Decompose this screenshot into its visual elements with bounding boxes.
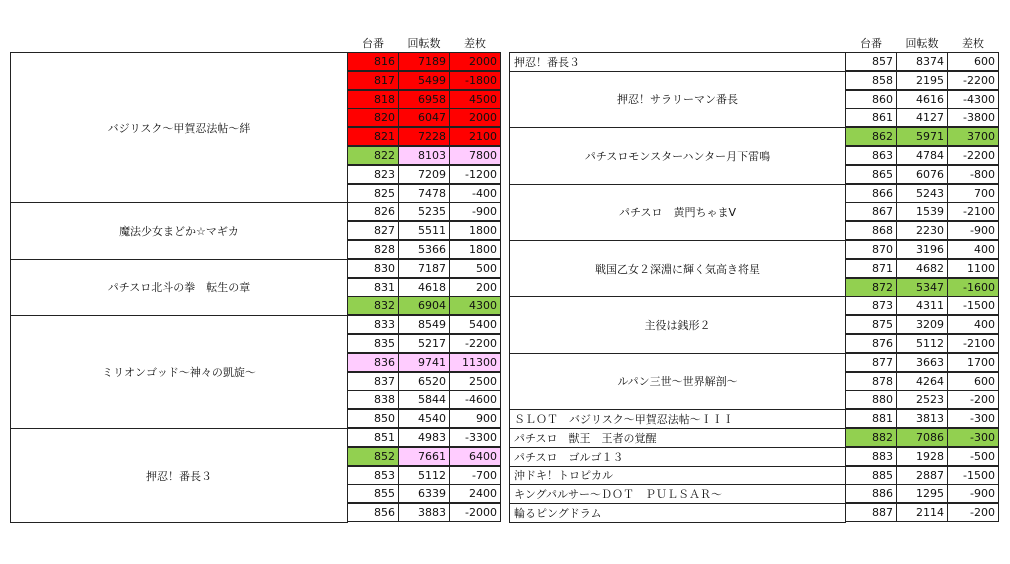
right-machine-name: キングパルサー～ＤＯＴ ＰＵＬＳＡＲ～ bbox=[509, 484, 846, 504]
right-machine-no-cell: 883 bbox=[845, 447, 897, 466]
right-machine-no-cell: 878 bbox=[845, 372, 897, 391]
right-machine-name: 沖ドキ！トロピカル bbox=[509, 466, 846, 486]
left-machine-no-cell: 837 bbox=[347, 372, 399, 391]
left-machine-no-cell: 817 bbox=[347, 71, 399, 90]
right-machine-no-cell: 873 bbox=[845, 296, 897, 315]
right-machine-name: 主役は銭形２ bbox=[509, 296, 846, 353]
right-diff-cell: -500 bbox=[947, 447, 999, 466]
right-spins-cell: 3209 bbox=[896, 315, 948, 334]
right-machine-no-cell: 882 bbox=[845, 428, 897, 447]
right-spins-cell: 4311 bbox=[896, 296, 948, 315]
left-spins-cell: 4983 bbox=[398, 428, 450, 447]
right-machine-no-cell: 875 bbox=[845, 315, 897, 334]
left-diff-cell: 2400 bbox=[449, 484, 501, 503]
left-diff-cell: 500 bbox=[449, 259, 501, 278]
right-spins-cell: 1295 bbox=[896, 484, 948, 503]
right-spins-cell: 3813 bbox=[896, 409, 948, 428]
right-machine-name: ＳＬＯＴ バジリスク～甲賀忍法帖～ＩＩＩ bbox=[509, 409, 846, 429]
right-spins-cell: 4264 bbox=[896, 372, 948, 391]
right-spins-cell: 2887 bbox=[896, 466, 948, 485]
right-spins-cell: 7086 bbox=[896, 428, 948, 447]
left-spins-cell: 6958 bbox=[398, 90, 450, 109]
left-spins-cell: 6047 bbox=[398, 108, 450, 127]
right-machine-name: パチスロ ゴルゴ１３ bbox=[509, 447, 846, 467]
right-diff-cell: -1500 bbox=[947, 466, 999, 485]
right-diff-cell: 1700 bbox=[947, 353, 999, 372]
right-diff-cell: 400 bbox=[947, 240, 999, 259]
left-diff-cell: 7800 bbox=[449, 146, 501, 165]
right-diff-cell: -3800 bbox=[947, 108, 999, 127]
left-diff-cell: 4300 bbox=[449, 296, 501, 315]
left-diff-cell: -1800 bbox=[449, 71, 501, 90]
left-spins-cell: 7228 bbox=[398, 127, 450, 146]
right-machine-no-cell: 867 bbox=[845, 202, 897, 221]
left-diff-cell: 900 bbox=[449, 409, 501, 428]
right-machine-no-cell: 866 bbox=[845, 184, 897, 203]
left-diff-cell: -3300 bbox=[449, 428, 501, 447]
left-diff-cell: 2000 bbox=[449, 108, 501, 127]
right-diff-cell: -800 bbox=[947, 165, 999, 184]
right-spins-cell: 4616 bbox=[896, 90, 948, 109]
right-machine-no-cell: 885 bbox=[845, 466, 897, 485]
left-diff-cell: -400 bbox=[449, 184, 501, 203]
right-spins-cell: 5971 bbox=[896, 127, 948, 146]
right-machine-name: パチスロ 獣王 王者の覚醒 bbox=[509, 428, 846, 448]
left-spins-cell: 6520 bbox=[398, 372, 450, 391]
left-machine-no-cell: 838 bbox=[347, 390, 399, 409]
right-machine-no-cell: 860 bbox=[845, 90, 897, 109]
left-header-diff: 差枚 bbox=[464, 37, 486, 50]
left-machine-no-cell: 832 bbox=[347, 296, 399, 315]
left-machine-no-cell: 821 bbox=[347, 127, 399, 146]
right-diff-cell: -300 bbox=[947, 409, 999, 428]
right-diff-cell: -900 bbox=[947, 484, 999, 503]
left-spins-cell: 4618 bbox=[398, 278, 450, 297]
right-diff-cell: -2200 bbox=[947, 146, 999, 165]
right-spins-cell: 1928 bbox=[896, 447, 948, 466]
right-diff-cell: 400 bbox=[947, 315, 999, 334]
left-diff-cell: 1800 bbox=[449, 221, 501, 240]
left-machine-name: バジリスク～甲賀忍法帖～絆 bbox=[10, 52, 348, 203]
left-spins-cell: 7189 bbox=[398, 52, 450, 71]
right-machine-no-cell: 877 bbox=[845, 353, 897, 372]
left-diff-cell: 11300 bbox=[449, 353, 501, 372]
right-spins-cell: 2195 bbox=[896, 71, 948, 90]
left-machine-name: 魔法少女まどか☆マギカ bbox=[10, 202, 348, 259]
left-machine-no-cell: 853 bbox=[347, 466, 399, 485]
left-machine-no-cell: 820 bbox=[347, 108, 399, 127]
right-machine-no-cell: 865 bbox=[845, 165, 897, 184]
right-diff-cell: 600 bbox=[947, 52, 999, 71]
left-diff-cell: 1800 bbox=[449, 240, 501, 259]
right-spins-cell: 4127 bbox=[896, 108, 948, 127]
left-diff-cell: -2000 bbox=[449, 503, 501, 522]
right-spins-cell: 5243 bbox=[896, 184, 948, 203]
right-machine-no-cell: 863 bbox=[845, 146, 897, 165]
right-diff-cell: -2100 bbox=[947, 334, 999, 353]
right-machine-no-cell: 871 bbox=[845, 259, 897, 278]
right-machine-no-cell: 857 bbox=[845, 52, 897, 71]
right-diff-cell: -1500 bbox=[947, 296, 999, 315]
left-spins-cell: 9741 bbox=[398, 353, 450, 372]
right-machine-name: 押忍！サラリーマン番長 bbox=[509, 71, 846, 128]
right-spins-cell: 3196 bbox=[896, 240, 948, 259]
left-machine-no-cell: 850 bbox=[347, 409, 399, 428]
right-spins-cell: 5112 bbox=[896, 334, 948, 353]
left-machine-no-cell: 818 bbox=[347, 90, 399, 109]
right-machine-no-cell: 862 bbox=[845, 127, 897, 146]
left-spins-cell: 5366 bbox=[398, 240, 450, 259]
right-machine-no-cell: 858 bbox=[845, 71, 897, 90]
right-diff-cell: -2100 bbox=[947, 202, 999, 221]
right-spins-cell: 4682 bbox=[896, 259, 948, 278]
right-diff-cell: -900 bbox=[947, 221, 999, 240]
left-diff-cell: 5400 bbox=[449, 315, 501, 334]
left-machine-name: ミリオンゴッド～神々の凱旋～ bbox=[10, 315, 348, 429]
left-machine-no-cell: 816 bbox=[347, 52, 399, 71]
left-machine-no-cell: 851 bbox=[347, 428, 399, 447]
left-diff-cell: 6400 bbox=[449, 447, 501, 466]
left-machine-no-cell: 826 bbox=[347, 202, 399, 221]
left-diff-cell: 2000 bbox=[449, 52, 501, 71]
right-machine-no-cell: 868 bbox=[845, 221, 897, 240]
left-header-spins: 回転数 bbox=[407, 37, 441, 50]
left-machine-no-cell: 833 bbox=[347, 315, 399, 334]
left-diff-cell: -2200 bbox=[449, 334, 501, 353]
right-diff-cell: 600 bbox=[947, 372, 999, 391]
right-machine-no-cell: 861 bbox=[845, 108, 897, 127]
right-header-machine-no: 台番 bbox=[860, 37, 882, 50]
right-machine-no-cell: 886 bbox=[845, 484, 897, 503]
right-machine-no-cell: 870 bbox=[845, 240, 897, 259]
left-spins-cell: 6904 bbox=[398, 296, 450, 315]
right-diff-cell: -2200 bbox=[947, 71, 999, 90]
right-spins-cell: 3663 bbox=[896, 353, 948, 372]
left-diff-cell: 2500 bbox=[449, 372, 501, 391]
left-machine-no-cell: 856 bbox=[347, 503, 399, 522]
right-diff-cell: -200 bbox=[947, 390, 999, 409]
right-machine-no-cell: 876 bbox=[845, 334, 897, 353]
left-machine-no-cell: 823 bbox=[347, 165, 399, 184]
right-machine-no-cell: 881 bbox=[845, 409, 897, 428]
left-spins-cell: 7187 bbox=[398, 259, 450, 278]
left-diff-cell: 2100 bbox=[449, 127, 501, 146]
left-spins-cell: 8549 bbox=[398, 315, 450, 334]
right-machine-name: 輪るピングドラム bbox=[509, 503, 846, 523]
right-spins-cell: 2114 bbox=[896, 503, 948, 522]
left-spins-cell: 4540 bbox=[398, 409, 450, 428]
right-spins-cell: 4784 bbox=[896, 146, 948, 165]
right-header-diff: 差枚 bbox=[962, 37, 984, 50]
left-machine-no-cell: 827 bbox=[347, 221, 399, 240]
left-machine-no-cell: 855 bbox=[347, 484, 399, 503]
right-diff-cell: 3700 bbox=[947, 127, 999, 146]
left-machine-no-cell: 831 bbox=[347, 278, 399, 297]
left-machine-no-cell: 828 bbox=[347, 240, 399, 259]
left-spins-cell: 5217 bbox=[398, 334, 450, 353]
left-machine-no-cell: 852 bbox=[347, 447, 399, 466]
left-spins-cell: 3883 bbox=[398, 503, 450, 522]
right-diff-cell: 700 bbox=[947, 184, 999, 203]
left-machine-no-cell: 835 bbox=[347, 334, 399, 353]
right-machine-no-cell: 880 bbox=[845, 390, 897, 409]
right-machine-name: 押忍！番長３ bbox=[509, 52, 846, 72]
right-header-spins: 回転数 bbox=[905, 37, 939, 50]
left-spins-cell: 7478 bbox=[398, 184, 450, 203]
left-diff-cell: -700 bbox=[449, 466, 501, 485]
left-diff-cell: 4500 bbox=[449, 90, 501, 109]
right-machine-no-cell: 872 bbox=[845, 278, 897, 297]
right-spins-cell: 8374 bbox=[896, 52, 948, 71]
right-diff-cell: -200 bbox=[947, 503, 999, 522]
right-spins-cell: 5347 bbox=[896, 278, 948, 297]
left-spins-cell: 5844 bbox=[398, 390, 450, 409]
right-spins-cell: 6076 bbox=[896, 165, 948, 184]
left-diff-cell: -4600 bbox=[449, 390, 501, 409]
left-diff-cell: 200 bbox=[449, 278, 501, 297]
right-spins-cell: 2523 bbox=[896, 390, 948, 409]
left-spins-cell: 8103 bbox=[398, 146, 450, 165]
left-machine-name: パチスロ北斗の拳 転生の章 bbox=[10, 259, 348, 316]
left-machine-no-cell: 822 bbox=[347, 146, 399, 165]
right-machine-name: 戦国乙女２深淵に輝く気高き将星 bbox=[509, 240, 846, 297]
right-machine-name: パチスロ 黄門ちゃまV bbox=[509, 184, 846, 241]
right-machine-name: パチスロモンスターハンター月下雷鳴 bbox=[509, 127, 846, 184]
right-spins-cell: 2230 bbox=[896, 221, 948, 240]
right-diff-cell: -1600 bbox=[947, 278, 999, 297]
left-spins-cell: 5112 bbox=[398, 466, 450, 485]
left-spins-cell: 5235 bbox=[398, 202, 450, 221]
left-spins-cell: 6339 bbox=[398, 484, 450, 503]
left-spins-cell: 5499 bbox=[398, 71, 450, 90]
left-machine-no-cell: 825 bbox=[347, 184, 399, 203]
left-machine-no-cell: 836 bbox=[347, 353, 399, 372]
left-machine-no-cell: 830 bbox=[347, 259, 399, 278]
left-spins-cell: 5511 bbox=[398, 221, 450, 240]
left-header-machine-no: 台番 bbox=[362, 37, 384, 50]
right-diff-cell: 1100 bbox=[947, 259, 999, 278]
right-diff-cell: -4300 bbox=[947, 90, 999, 109]
left-diff-cell: -1200 bbox=[449, 165, 501, 184]
right-machine-name: ルパン三世～世界解剖～ bbox=[509, 353, 846, 410]
right-spins-cell: 1539 bbox=[896, 202, 948, 221]
left-diff-cell: -900 bbox=[449, 202, 501, 221]
left-spins-cell: 7661 bbox=[398, 447, 450, 466]
left-machine-name: 押忍！番長３ bbox=[10, 428, 348, 523]
right-diff-cell: -300 bbox=[947, 428, 999, 447]
left-spins-cell: 7209 bbox=[398, 165, 450, 184]
right-machine-no-cell: 887 bbox=[845, 503, 897, 522]
